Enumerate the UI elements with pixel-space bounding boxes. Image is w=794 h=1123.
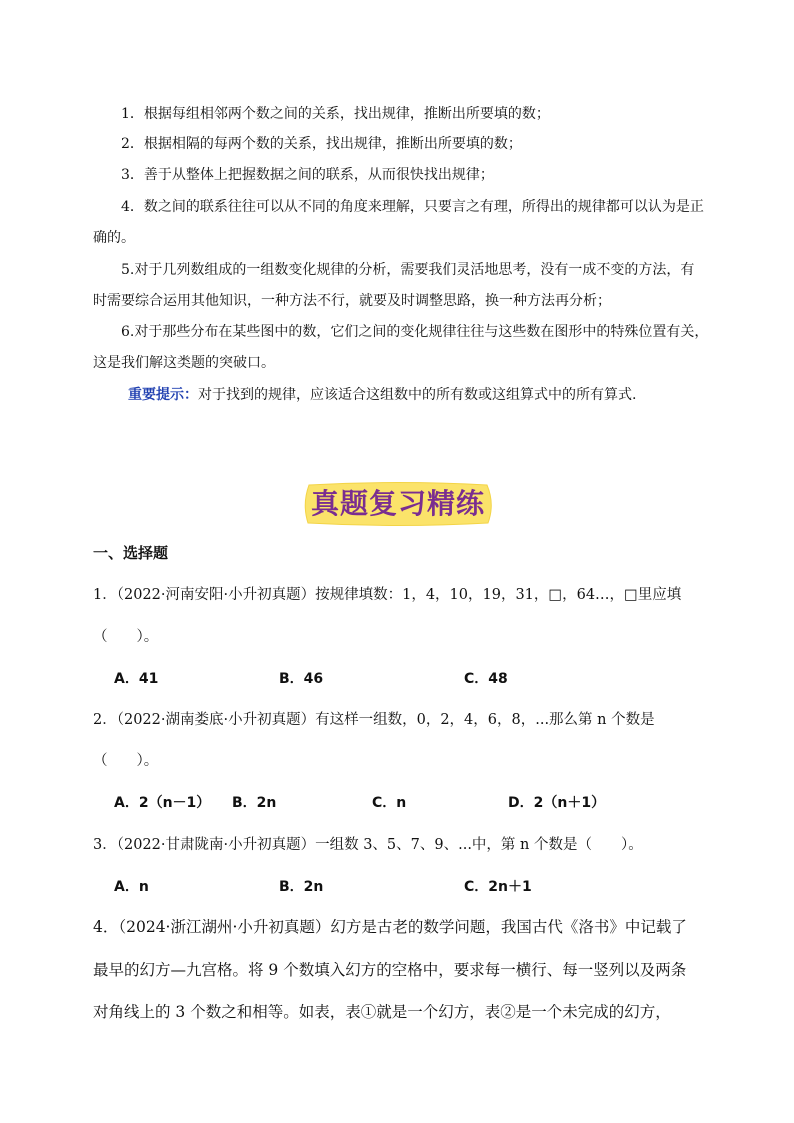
question-4-line-1: 4．（2024·浙江湖州·小升初真题）幻方是古老的数学问题，我国古代《洛书》中记载了 bbox=[93, 918, 687, 936]
question-1-option-c[interactable]: C．48 bbox=[464, 671, 508, 687]
question-1-line-1: 1．（2022·河南安阳·小升初真题）按规律填数：1，4，10，19，31，□，64…，□里应填 bbox=[93, 587, 682, 603]
tip-6-line-1: 6.对于那些分布在某些图中的数，它们之间的变化规律往往与这些数在图形中的特殊位置有关， bbox=[121, 324, 709, 340]
important-text: 对于找到的规律，应该适合这组数中的所有数或这组算式中的所有算式. bbox=[198, 387, 637, 403]
question-1-line-2: （ ）。 bbox=[93, 629, 159, 645]
tip-3: 3．善于从整体上把握数据之间的联系，从而很快找出规律； bbox=[121, 167, 494, 183]
question-3-line-1: 3．（2022·甘肃陇南·小升初真题）一组数 3、5、7、9、...中，第 n 个数是（ ）。 bbox=[93, 837, 643, 853]
question-2-option-c[interactable]: C．n bbox=[372, 795, 407, 811]
question-4-line-2: 最早的幻方—九宫格。将 9 个数填入幻方的空格中，要求每一横行、每一竖列以及两条 bbox=[93, 961, 687, 979]
section-title: 一、选择题 bbox=[93, 544, 169, 562]
tip-2: 2．根据相隔的每两个数的关系，找出规律，推断出所要填的数； bbox=[121, 136, 522, 152]
question-2-line-1: 2．（2022·湖南娄底·小升初真题）有这样一组数，0，2，4，6，8，...那么第 n 个数是 bbox=[93, 712, 655, 728]
question-3-option-c[interactable]: C．2n＋1 bbox=[464, 879, 532, 895]
question-1-option-a[interactable]: A．41 bbox=[114, 671, 159, 687]
tip-4-line-2: 确的。 bbox=[93, 230, 135, 246]
question-2-option-a[interactable]: A．2（n－1） bbox=[114, 795, 211, 811]
tip-6-line-2: 这是我们解这类题的突破口。 bbox=[93, 355, 275, 371]
important-label: 重要提示： bbox=[128, 387, 198, 403]
tip-5-line-1: 5.对于几列数组成的一组数变化规律的分析，需要我们灵活地思考，没有一成不变的方法，有 bbox=[121, 262, 695, 278]
important-note bbox=[128, 385, 636, 405]
section-banner bbox=[299, 481, 497, 527]
question-4-line-3: 对角线上的 3 个数之和相等。如表，表①就是一个幻方，表②是一个未完成的幻方， bbox=[93, 1003, 671, 1021]
question-1-option-b[interactable]: B．46 bbox=[279, 671, 324, 687]
question-2-option-b[interactable]: B．2n bbox=[232, 795, 277, 811]
question-2-option-d[interactable]: D．2（n＋1） bbox=[508, 795, 606, 811]
tip-5-line-2: 时需要综合运用其他知识，一种方法不行，就要及时调整思路，换一种方法再分析； bbox=[93, 293, 611, 309]
question-3-option-b[interactable]: B．2n bbox=[279, 879, 324, 895]
question-3-option-a[interactable]: A．n bbox=[114, 879, 149, 895]
question-2-line-2: （ ）。 bbox=[93, 753, 159, 769]
banner-title: 真题复习精练 bbox=[310, 487, 485, 520]
tip-4-line-1: 4．数之间的联系往往可以从不同的角度来理解，只要言之有理，所得出的规律都可以认为是正 bbox=[121, 199, 704, 215]
tip-1: 1．根据每组相邻两个数之间的关系，找出规律，推断出所要填的数； bbox=[121, 106, 550, 122]
